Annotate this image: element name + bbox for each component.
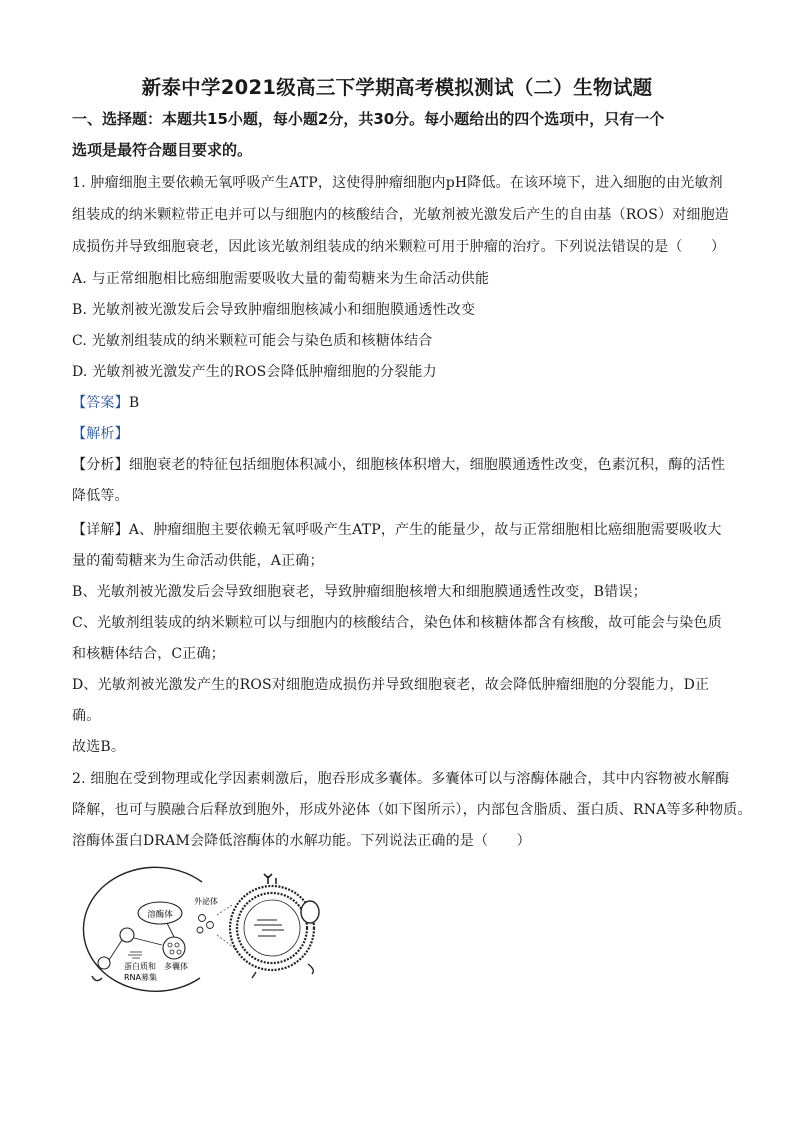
q1-fenxi-line: 降低等。 xyxy=(72,488,129,504)
q1-fenxi-line xyxy=(72,454,725,474)
q2-stem-line: 溶酶体蛋白DRAM会降低溶酶体的水解功能。下列说法正确的是（ ） xyxy=(72,833,531,849)
mvb-label: 多囊体 xyxy=(164,962,188,971)
q1-xiangjie-line: B、光敏剂被光激发后会导致细胞衰老，导致肿瘤细胞核增大和细胞膜通透性改变，B错误； xyxy=(72,584,647,600)
exosome-figure xyxy=(82,860,342,1000)
q1-xiangjie-line: 和核糖体结合，C正确； xyxy=(72,646,225,662)
q1-xiangjie-line: 故选B。 xyxy=(72,739,126,755)
q1-xiangjie-line: 量的葡萄糖来为生命活动供能，A正确； xyxy=(72,553,324,569)
q1-xiangjie-line: D、光敏剂被光激发产生的ROS对细胞造成损伤并导致细胞衰老，故会降低肿瘤细胞的分裂能力，D正 xyxy=(72,677,710,693)
mvb-shape xyxy=(163,937,185,959)
q1-answer-line xyxy=(72,392,139,412)
fenxi-tag: 【分析】 xyxy=(72,457,129,473)
cargo-label: 蛋白质和 xyxy=(124,962,156,971)
q2-stem-line: 降解，也可与膜融合后释放到胞外，形成外泌体（如下图所示），内部包含脂质、蛋白质、RNA等多种物质。 xyxy=(72,802,752,818)
answer-value: B xyxy=(128,395,140,411)
answer-tag: 【答案】 xyxy=(72,395,129,411)
lysosome-label: 溶酶体 xyxy=(147,910,173,920)
cargo-label-2: RNA募集 xyxy=(124,973,158,982)
section-heading xyxy=(72,104,722,166)
q1-option-d: D. 光敏剂被光激发产生的ROS会降低肿瘤细胞的分裂能力 xyxy=(72,364,437,380)
q1-xiangjie-line xyxy=(72,519,722,539)
q1-analysis-line xyxy=(72,423,129,443)
exosome-label: 外泌体 xyxy=(194,897,218,906)
section-heading-line: 选项是最符合题目要求的。 xyxy=(72,141,253,159)
fenxi-text: 细胞衰老的特征包括细胞体积减小，细胞核体积增大，细胞膜通透性改变，色素沉积，酶的活性 xyxy=(128,457,726,473)
q1-xiangjie-line: C、光敏剂组装成的纳米颗粒可以与细胞内的核酸结合，染色体和核糖体都含有核酸，故可能会与染色质 xyxy=(72,615,722,631)
q1-stem-line: 组装成的纳米颗粒带正电并可以与细胞内的核酸结合，光敏剂被光激发后产生的自由基（ROS）对细胞造 xyxy=(72,207,730,223)
q1-option-c: C. 光敏剂组装成的纳米颗粒可能会与染色质和核糖体结合 xyxy=(72,333,433,349)
xiangjie-tag: 【详解】 xyxy=(72,522,129,538)
q1-option-a: A. 与正常细胞相比癌细胞需要吸收大量的葡萄糖来为生命活动供能 xyxy=(72,271,490,287)
q2-stem-line: 2. 细胞在受到物理或化学因素刺激后，胞吞形成多囊体。多囊体可以与溶酶体融合，其中内容物被水解酶 xyxy=(72,771,730,787)
q1-stem-line: 成损伤并导致细胞衰老，因此该光敏剂组装成的纳米颗粒可用于肿瘤的治疗。下列说法错误的是（ ） xyxy=(72,239,726,255)
analysis-tag: 【解析】 xyxy=(72,426,129,442)
page-title: 新泰中学2021级高三下学期高考模拟测试（二）生物试题 xyxy=(141,76,653,99)
section-heading-line: 一、选择题：本题共15小题，每小题2分，共30分。每小题给出的四个选项中，只有一个 xyxy=(72,110,665,128)
q1-xiangjie-line: 确。 xyxy=(72,708,101,724)
q1-stem-line: 1. 肿瘤细胞主要依赖无氧呼吸产生ATP，这使得肿瘤细胞内pH降低。在该环境下，进入细胞的由光敏剂 xyxy=(72,175,723,191)
q1-option-b: B. 光敏剂被光激发后会导致肿瘤细胞核减小和细胞膜通透性改变 xyxy=(72,302,476,318)
xiangjie-text: A、肿瘤细胞主要依赖无氧呼吸产生ATP，产生的能量少，故与正常细胞相比癌细胞需要吸收大 xyxy=(128,522,722,538)
